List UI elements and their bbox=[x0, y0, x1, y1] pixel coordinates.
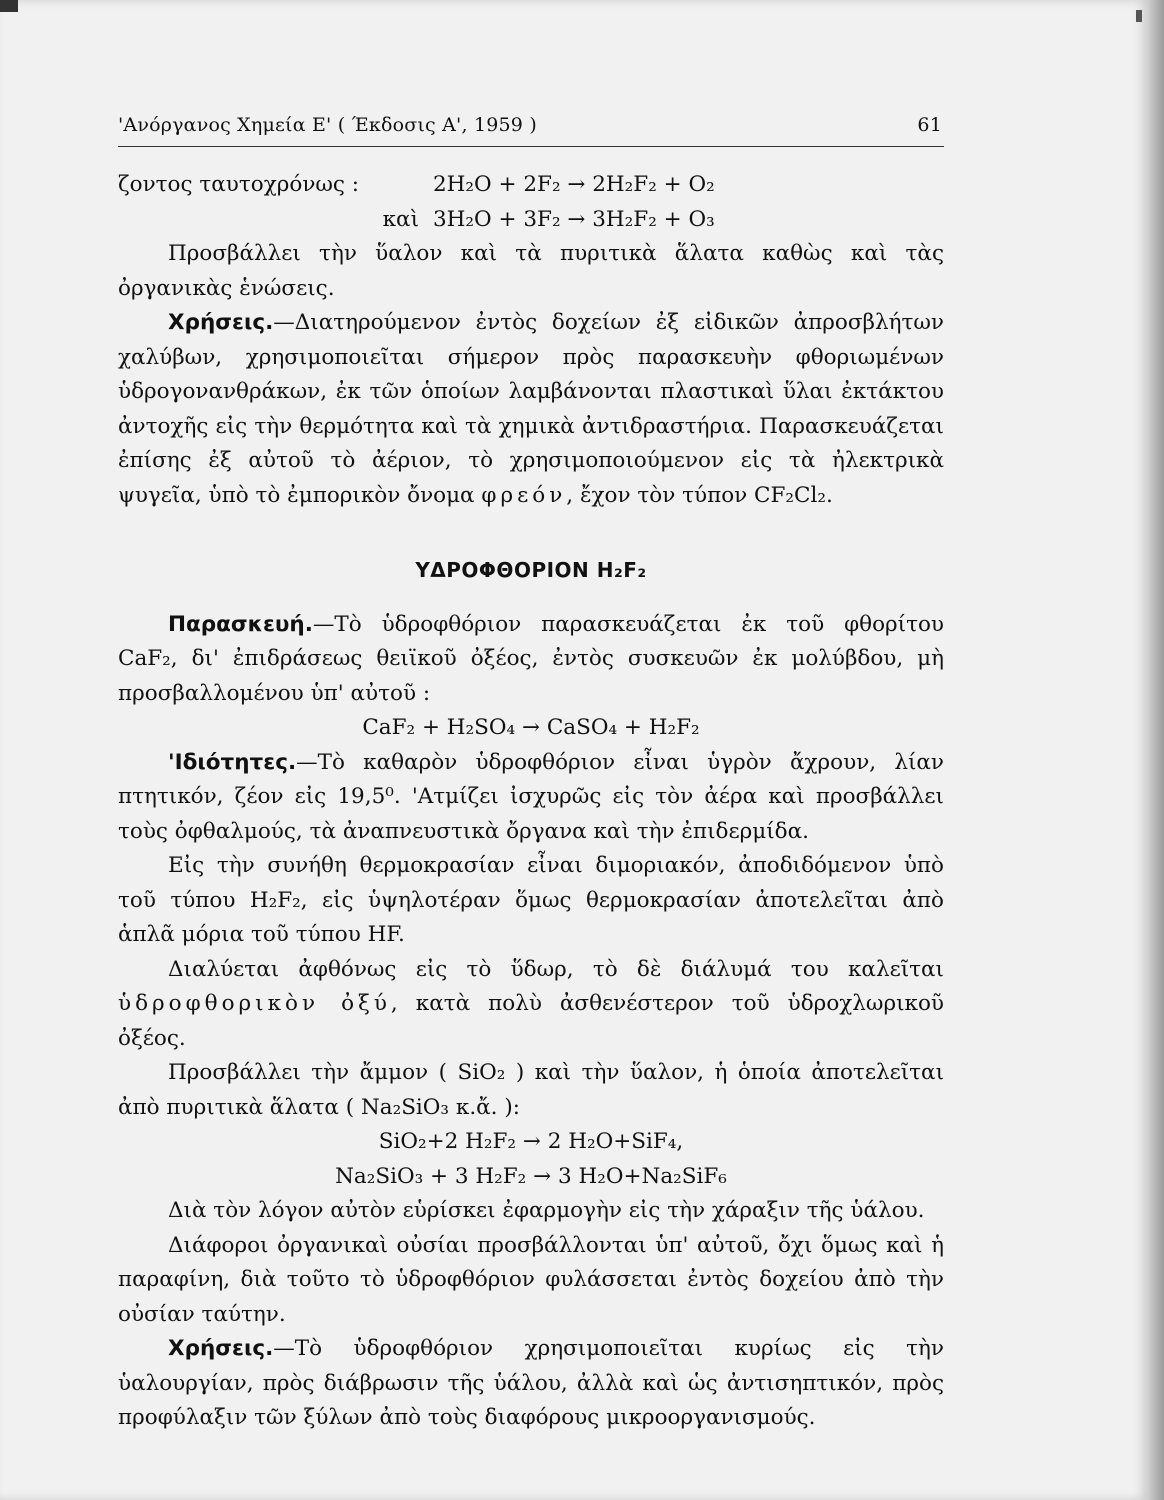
silicate-equation: Na₂SiO₃ + 3 H₂F₂ → 3 H₂O+Na₂SiF₆ bbox=[335, 1163, 727, 1189]
equation-line-2 bbox=[118, 203, 944, 238]
page-number: 61 bbox=[917, 114, 942, 136]
section-heading: ΥΔΡΟΦΘΟΡΙΟΝ H₂F₂ bbox=[415, 558, 647, 582]
paragraph-properties bbox=[118, 746, 944, 850]
uses-tail: , ἔχον τὸν τύπον CF₂Cl₂. bbox=[566, 482, 833, 508]
scan-edge-mark bbox=[1136, 10, 1142, 22]
dissolves-text-b: , κατὰ πολὺ ἀσθενέστερον τοῦ ὑδροχλωρικοῦ ὀξέος. bbox=[118, 991, 944, 1051]
silica-equation: SiO₂+2 H₂F₂ → 2 H₂O+SiF₄, bbox=[378, 1129, 684, 1154]
page-edge bbox=[1148, 0, 1164, 1500]
uses-label: Χρήσεις. bbox=[168, 310, 274, 335]
paragraph-organic-substances: Διάφοροι ὀργανικαὶ οὐσίαι προσβάλλονται ὑπ' αὐτοῦ, ὄχι ὅμως καὶ ἡ παραφίνη, διὰ τοῦτο τὸ ὑδροφθόριον φυλάσσεται ἐντὸς δοχείου ἀπὸ τὴν οὐσίαν ταύτην. bbox=[118, 1232, 944, 1327]
fluorine-water-equation-1: 2H₂O + 2F₂ → 2H₂F₂ + O₂ bbox=[433, 172, 715, 197]
equation-conjunction: καὶ bbox=[382, 206, 419, 232]
freon-word: φρεόν bbox=[481, 482, 567, 508]
properties-text: —Τὸ καθαρὸν ὑδροφθόριον εἶναι ὑγρὸν ἄχρουν, λίαν πτητικόν, ζέον εἰς 19,5⁰. 'Ατμίζει ἰσχυρῶς εἰς τὸν ἀέρα καὶ προσβάλλει τοὺς ὀφθαλμούς, τὰ ἀναπνευστικὰ ὄργανα καὶ τὴν ἐπιδερμίδα. bbox=[118, 749, 944, 844]
book-title: 'Ανόργανος Χημεία Ε' ( Έκδοσις Α', 1959 ) bbox=[118, 114, 537, 136]
preparation-label: Παρασκευή. bbox=[168, 611, 313, 637]
paragraph-hf-uses bbox=[118, 1332, 944, 1436]
hf-uses-text: —Τὸ ὑδροφθόριον χρησιμοποιεῖται κυρίως εἰς τὴν ὑαλουργίαν, πρὸς διάβρωσιν τῆς ὑάλου, ἀλλὰ καὶ ὡς ἀντισηπτικόν, πρὸς προφύλαξιν τῶν ξύλων ἀπὸ τοὺς διαφόρους μικροοργανισμούς. bbox=[118, 1336, 944, 1430]
paragraph-attacks-glass: Προσβάλλει τὴν ὕαλον καὶ τὰ πυριτικὰ ἅλατα καθὼς καὶ τὰς ὀργανικὰς ἑνώσεις. bbox=[118, 241, 944, 301]
running-header bbox=[118, 112, 944, 147]
paragraph-glass-etching: Διὰ τὸν λόγον αὐτὸν εὑρίσκει ἐφαρμογὴν εἰς τὴν χάραξιν τῆς ὑάλου. bbox=[168, 1198, 925, 1223]
properties-label: 'Ιδιότητες. bbox=[168, 749, 297, 775]
page-body bbox=[118, 168, 944, 1436]
paragraph-attacks-sand: Προσβάλλει τὴν ἄμμον ( SiO₂ ) καὶ τὴν ὕαλον, ἡ ὁποία ἀποτελεῖται ἀπὸ πυριτικὰ ἅλατα ( Na₂SiO₃ κ.ἄ. ): bbox=[118, 1060, 944, 1120]
preparation-text: —Τὸ ὑδροφθόριον παρασκευάζεται ἐκ τοῦ φθορίτου CaF₂, δι' ἐπιδράσεως θειϊκοῦ ὀξέος, ἐντὸς συσκευῶν ἐκ μολύβδου, μὴ προσβαλλομένου ὑπ' αὐτοῦ : bbox=[118, 611, 944, 706]
paragraph-dimer: Εἰς τὴν συνήθη θερμοκρασίαν εἶναι διμοριακόν, ἀποδιδόμενον ὑπὸ τοῦ τύπου H₂F₂, εἰς ὑψηλοτέραν ὅμως θερμοκρασίαν ἀποτελεῖται ἀπὸ ἁπλᾶ μόρια τοῦ τύπου HF. bbox=[118, 853, 944, 947]
equation-lead-text: ζοντος ταυτοχρόνως : bbox=[118, 172, 360, 197]
paragraph-preparation bbox=[118, 608, 944, 712]
dissolves-text-a: Διαλύεται ἀφθόνως εἰς τὸ ὕδωρ, τὸ δὲ διάλυμά του καλεῖται bbox=[168, 956, 944, 982]
hf-uses-label: Χρήσεις. bbox=[168, 1336, 274, 1361]
acid-name: ὑδροφθορικὸν ὀξύ bbox=[118, 991, 391, 1016]
preparation-equation: CaF₂ + H₂SO₄ → CaSO₄ + H₂F₂ bbox=[362, 715, 700, 740]
paragraph-dissolves bbox=[118, 953, 944, 1057]
uses-text: —Διατηρούμενον ἐντὸς δοχείων ἐξ εἰδικῶν ἀπροσβλήτων χαλύβων, χρησιμοποιεῖται σήμερον πρὸς παρασκευὴν φθοριωμένων ὑδρογονανθράκων, ἐκ τῶν ὁποίων λαμβάνονται πλαστικαὶ ὕλαι ἐκτάκτου ἀντοχῆς εἰς τὴν θερμότητα καὶ τὰ χημικὰ ἀντιδραστήρια. Παρασκευάζεται ἐπίσης ἐξ αὐτοῦ τὸ ἀέριον, τὸ χρησιμοποιούμενον εἰς τὰ ἠλεκτρικὰ ψυγεῖα, ὑπὸ τὸ ἐμπορικὸν ὄνομα bbox=[118, 310, 944, 508]
paragraph-fluorine-uses bbox=[118, 306, 944, 513]
equation-line-1 bbox=[118, 168, 944, 203]
scan-corner-mark bbox=[0, 0, 18, 12]
fluorine-water-equation-2: 3H₂O + 3F₂ → 3H₂F₂ + O₃ bbox=[433, 206, 715, 232]
